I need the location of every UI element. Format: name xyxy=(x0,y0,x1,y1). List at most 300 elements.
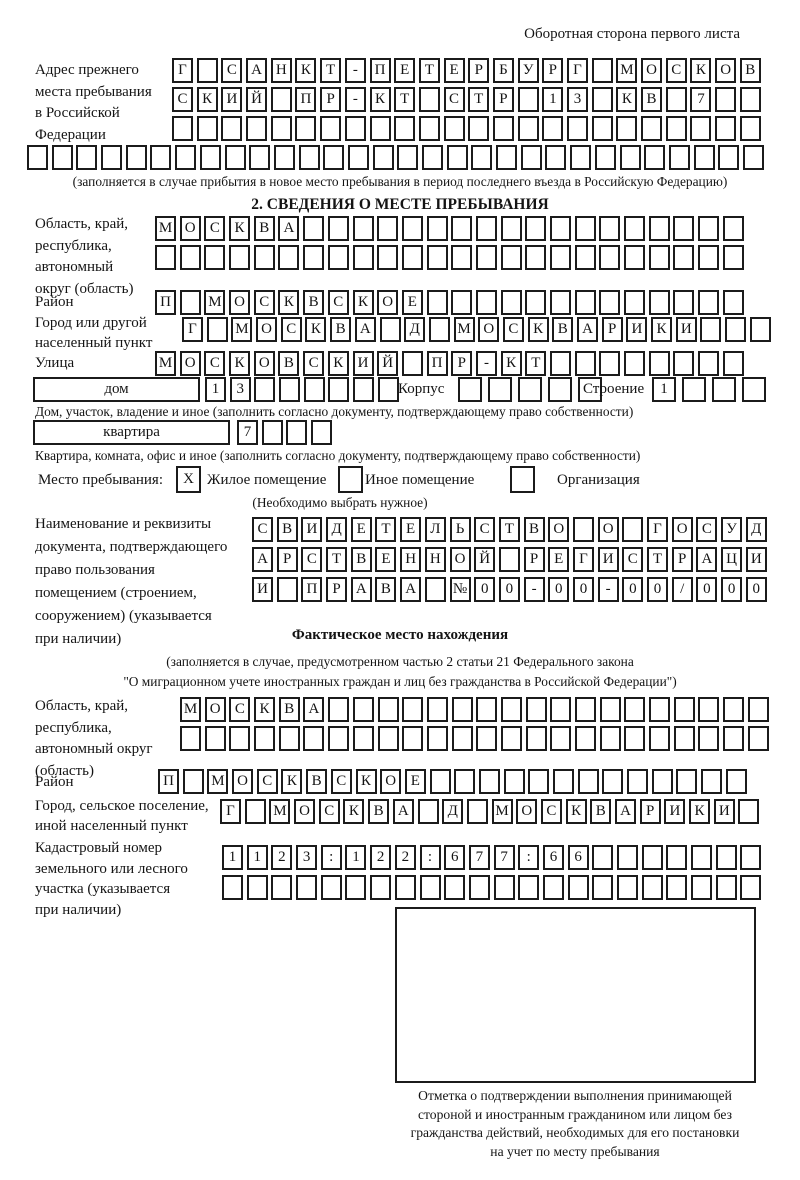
char-cell[interactable] xyxy=(348,145,369,170)
char-cell[interactable] xyxy=(353,245,374,270)
char-cell[interactable] xyxy=(525,245,546,270)
char-cell[interactable] xyxy=(501,290,522,315)
char-cell[interactable] xyxy=(649,245,670,270)
char-cell[interactable]: У xyxy=(721,517,742,542)
char-cell[interactable]: Г xyxy=(573,547,594,572)
char-cell[interactable] xyxy=(476,245,497,270)
char-cell[interactable]: О xyxy=(715,58,736,83)
fact-region-row-2[interactable] xyxy=(180,726,773,751)
char-cell[interactable]: С xyxy=(666,58,687,83)
char-cell[interactable]: Т xyxy=(326,547,347,572)
char-cell[interactable]: О xyxy=(377,290,398,315)
char-cell[interactable] xyxy=(575,245,596,270)
char-cell[interactable]: Т xyxy=(647,547,668,572)
ownership-doc-row-2[interactable] xyxy=(252,547,770,572)
char-cell[interactable]: - xyxy=(476,351,497,376)
char-cell[interactable] xyxy=(353,697,374,722)
char-cell[interactable] xyxy=(750,317,771,342)
char-cell[interactable] xyxy=(674,697,695,722)
char-cell[interactable]: С xyxy=(328,290,349,315)
char-cell[interactable] xyxy=(518,377,542,402)
char-cell[interactable]: В xyxy=(524,517,545,542)
char-cell[interactable] xyxy=(669,145,690,170)
char-cell[interactable] xyxy=(501,697,522,722)
char-cell[interactable] xyxy=(427,726,448,751)
char-cell[interactable] xyxy=(545,145,566,170)
char-cell[interactable] xyxy=(126,145,147,170)
char-cell[interactable] xyxy=(447,145,468,170)
char-cell[interactable] xyxy=(518,116,539,141)
char-cell[interactable]: И xyxy=(221,87,242,112)
char-cell[interactable]: О xyxy=(180,351,201,376)
char-cell[interactable]: М xyxy=(454,317,475,342)
char-cell[interactable] xyxy=(377,245,398,270)
char-cell[interactable]: А xyxy=(577,317,598,342)
char-cell[interactable] xyxy=(402,726,423,751)
char-cell[interactable] xyxy=(738,799,759,824)
char-cell[interactable]: П xyxy=(427,351,448,376)
char-cell[interactable] xyxy=(526,726,547,751)
char-cell[interactable]: : xyxy=(420,845,441,870)
char-cell[interactable]: О xyxy=(254,351,275,376)
checkbox-other-premises[interactable] xyxy=(338,466,363,493)
char-cell[interactable]: М xyxy=(207,769,228,794)
char-cell[interactable]: К xyxy=(528,317,549,342)
char-cell[interactable]: О xyxy=(232,769,253,794)
char-cell[interactable]: И xyxy=(746,547,767,572)
ownership-doc-row-3[interactable] xyxy=(252,577,770,602)
char-cell[interactable] xyxy=(370,116,391,141)
char-cell[interactable]: С xyxy=(254,290,275,315)
char-cell[interactable] xyxy=(274,145,295,170)
char-cell[interactable] xyxy=(542,116,563,141)
char-cell[interactable]: К xyxy=(229,351,250,376)
char-cell[interactable]: П xyxy=(295,87,316,112)
char-cell[interactable] xyxy=(429,317,450,342)
char-cell[interactable] xyxy=(602,769,623,794)
char-cell[interactable]: 2 xyxy=(370,845,391,870)
char-cell[interactable] xyxy=(698,216,719,241)
char-cell[interactable] xyxy=(427,245,448,270)
char-cell[interactable] xyxy=(723,697,744,722)
char-cell[interactable] xyxy=(624,351,645,376)
char-cell[interactable] xyxy=(624,216,645,241)
char-cell[interactable] xyxy=(575,697,596,722)
char-cell[interactable]: Р xyxy=(326,577,347,602)
char-cell[interactable] xyxy=(204,245,225,270)
char-cell[interactable]: К xyxy=(197,87,218,112)
char-cell[interactable]: В xyxy=(279,697,300,722)
char-cell[interactable]: Е xyxy=(400,517,421,542)
char-cell[interactable]: С xyxy=(303,351,324,376)
char-cell[interactable] xyxy=(694,145,715,170)
char-cell[interactable]: 1 xyxy=(652,377,676,402)
char-cell[interactable] xyxy=(229,726,250,751)
char-cell[interactable] xyxy=(476,216,497,241)
char-cell[interactable] xyxy=(479,769,500,794)
char-cell[interactable] xyxy=(402,216,423,241)
char-cell[interactable]: К xyxy=(616,87,637,112)
char-cell[interactable]: 0 xyxy=(573,577,594,602)
char-cell[interactable]: А xyxy=(278,216,299,241)
char-cell[interactable] xyxy=(150,145,171,170)
char-cell[interactable] xyxy=(311,420,332,445)
char-cell[interactable]: В xyxy=(375,577,396,602)
fact-district-row[interactable] xyxy=(158,769,751,794)
char-cell[interactable] xyxy=(666,875,687,900)
char-cell[interactable] xyxy=(304,377,325,402)
char-cell[interactable] xyxy=(504,769,525,794)
char-cell[interactable]: В xyxy=(278,351,299,376)
char-cell[interactable]: К xyxy=(343,799,364,824)
char-cell[interactable]: : xyxy=(321,845,342,870)
street-row[interactable] xyxy=(155,351,748,376)
char-cell[interactable] xyxy=(303,216,324,241)
char-cell[interactable]: К xyxy=(353,290,374,315)
char-cell[interactable] xyxy=(666,116,687,141)
char-cell[interactable]: К xyxy=(356,769,377,794)
char-cell[interactable]: С xyxy=(503,317,524,342)
char-cell[interactable] xyxy=(550,290,571,315)
char-cell[interactable]: Р xyxy=(451,351,472,376)
char-cell[interactable]: А xyxy=(615,799,636,824)
char-cell[interactable] xyxy=(617,875,638,900)
char-cell[interactable]: С xyxy=(204,351,225,376)
char-cell[interactable] xyxy=(419,87,440,112)
char-cell[interactable]: И xyxy=(626,317,647,342)
char-cell[interactable]: М xyxy=(231,317,252,342)
char-cell[interactable]: О xyxy=(180,216,201,241)
char-cell[interactable] xyxy=(673,351,694,376)
char-cell[interactable] xyxy=(451,216,472,241)
char-cell[interactable]: А xyxy=(303,697,324,722)
char-cell[interactable] xyxy=(451,290,472,315)
char-cell[interactable] xyxy=(652,769,673,794)
char-cell[interactable] xyxy=(573,517,594,542)
char-cell[interactable] xyxy=(222,875,243,900)
char-cell[interactable]: Б xyxy=(493,58,514,83)
char-cell[interactable]: И xyxy=(353,351,374,376)
char-cell[interactable]: 0 xyxy=(647,577,668,602)
char-cell[interactable]: 0 xyxy=(746,577,767,602)
char-cell[interactable]: Е xyxy=(444,58,465,83)
char-cell[interactable]: Р xyxy=(493,87,514,112)
char-cell[interactable]: О xyxy=(548,517,569,542)
checkbox-organization[interactable] xyxy=(510,466,535,493)
char-cell[interactable] xyxy=(254,377,275,402)
char-cell[interactable]: 1 xyxy=(205,377,226,402)
char-cell[interactable]: Т xyxy=(419,58,440,83)
char-cell[interactable]: Т xyxy=(375,517,396,542)
char-cell[interactable] xyxy=(521,145,542,170)
char-cell[interactable]: 2 xyxy=(395,845,416,870)
char-cell[interactable]: 0 xyxy=(696,577,717,602)
char-cell[interactable] xyxy=(716,845,737,870)
char-cell[interactable]: А xyxy=(400,577,421,602)
char-cell[interactable]: И xyxy=(714,799,735,824)
char-cell[interactable] xyxy=(599,245,620,270)
char-cell[interactable]: 6 xyxy=(568,845,589,870)
char-cell[interactable]: П xyxy=(158,769,179,794)
char-cell[interactable] xyxy=(52,145,73,170)
char-cell[interactable]: Р xyxy=(640,799,661,824)
char-cell[interactable] xyxy=(592,116,613,141)
char-cell[interactable] xyxy=(723,351,744,376)
char-cell[interactable]: Р xyxy=(524,547,545,572)
apartment-number-row[interactable] xyxy=(237,420,336,445)
region-row-2[interactable] xyxy=(155,245,748,270)
char-cell[interactable]: М xyxy=(155,216,176,241)
char-cell[interactable]: Д xyxy=(404,317,425,342)
char-cell[interactable] xyxy=(328,377,349,402)
char-cell[interactable] xyxy=(254,245,275,270)
char-cell[interactable]: Т xyxy=(320,58,341,83)
char-cell[interactable] xyxy=(262,420,283,445)
char-cell[interactable]: И xyxy=(598,547,619,572)
char-cell[interactable] xyxy=(402,351,423,376)
char-cell[interactable]: Д xyxy=(442,799,463,824)
char-cell[interactable]: О xyxy=(516,799,537,824)
char-cell[interactable] xyxy=(592,58,613,83)
char-cell[interactable] xyxy=(494,875,515,900)
region-row-1[interactable] xyxy=(155,216,748,241)
char-cell[interactable] xyxy=(501,245,522,270)
char-cell[interactable] xyxy=(180,290,201,315)
char-cell[interactable]: М xyxy=(204,290,225,315)
char-cell[interactable] xyxy=(207,317,228,342)
char-cell[interactable]: Д xyxy=(746,517,767,542)
char-cell[interactable]: В xyxy=(277,517,298,542)
char-cell[interactable] xyxy=(743,145,764,170)
char-cell[interactable] xyxy=(469,875,490,900)
char-cell[interactable]: 0 xyxy=(548,577,569,602)
char-cell[interactable]: О xyxy=(256,317,277,342)
char-cell[interactable] xyxy=(180,245,201,270)
char-cell[interactable] xyxy=(328,726,349,751)
char-cell[interactable] xyxy=(471,145,492,170)
char-cell[interactable] xyxy=(715,116,736,141)
char-cell[interactable] xyxy=(725,317,746,342)
char-cell[interactable] xyxy=(321,875,342,900)
district-row[interactable] xyxy=(155,290,748,315)
char-cell[interactable]: С xyxy=(204,216,225,241)
char-cell[interactable] xyxy=(501,216,522,241)
char-cell[interactable] xyxy=(700,317,721,342)
char-cell[interactable]: - xyxy=(524,577,545,602)
prev-address-row-4[interactable] xyxy=(27,145,768,170)
char-cell[interactable] xyxy=(499,547,520,572)
char-cell[interactable]: С xyxy=(252,517,273,542)
char-cell[interactable]: С xyxy=(229,697,250,722)
char-cell[interactable] xyxy=(155,245,176,270)
char-cell[interactable] xyxy=(221,116,242,141)
char-cell[interactable]: 1 xyxy=(345,845,366,870)
char-cell[interactable]: О xyxy=(205,697,226,722)
house-number-row[interactable] xyxy=(205,377,403,402)
char-cell[interactable]: 3 xyxy=(567,87,588,112)
char-cell[interactable] xyxy=(698,290,719,315)
char-cell[interactable] xyxy=(691,875,712,900)
char-cell[interactable]: Р xyxy=(542,58,563,83)
char-cell[interactable] xyxy=(394,116,415,141)
char-cell[interactable] xyxy=(682,377,706,402)
char-cell[interactable]: Н xyxy=(271,58,292,83)
char-cell[interactable] xyxy=(452,697,473,722)
char-cell[interactable]: : xyxy=(518,845,539,870)
char-cell[interactable] xyxy=(225,145,246,170)
char-cell[interactable] xyxy=(575,290,596,315)
char-cell[interactable]: В xyxy=(740,58,761,83)
char-cell[interactable] xyxy=(476,290,497,315)
char-cell[interactable]: Г xyxy=(567,58,588,83)
char-cell[interactable]: О xyxy=(229,290,250,315)
char-cell[interactable] xyxy=(172,116,193,141)
char-cell[interactable]: / xyxy=(672,577,693,602)
char-cell[interactable] xyxy=(723,216,744,241)
char-cell[interactable]: И xyxy=(676,317,697,342)
char-cell[interactable] xyxy=(698,351,719,376)
char-cell[interactable] xyxy=(444,875,465,900)
char-cell[interactable]: О xyxy=(450,547,471,572)
char-cell[interactable]: Е xyxy=(394,58,415,83)
char-cell[interactable] xyxy=(476,726,497,751)
char-cell[interactable] xyxy=(592,87,613,112)
char-cell[interactable] xyxy=(570,145,591,170)
char-cell[interactable] xyxy=(452,726,473,751)
char-cell[interactable] xyxy=(627,769,648,794)
char-cell[interactable] xyxy=(378,697,399,722)
char-cell[interactable]: К xyxy=(566,799,587,824)
char-cell[interactable] xyxy=(548,377,572,402)
char-cell[interactable] xyxy=(271,116,292,141)
ownership-doc-row-1[interactable] xyxy=(252,517,770,542)
char-cell[interactable]: Ц xyxy=(721,547,742,572)
char-cell[interactable] xyxy=(323,145,344,170)
char-cell[interactable]: О xyxy=(598,517,619,542)
char-cell[interactable] xyxy=(476,697,497,722)
char-cell[interactable]: 6 xyxy=(543,845,564,870)
char-cell[interactable] xyxy=(454,769,475,794)
char-cell[interactable] xyxy=(674,726,695,751)
char-cell[interactable] xyxy=(553,769,574,794)
char-cell[interactable] xyxy=(673,290,694,315)
char-cell[interactable] xyxy=(550,351,571,376)
char-cell[interactable] xyxy=(395,875,416,900)
char-cell[interactable]: С xyxy=(444,87,465,112)
char-cell[interactable]: 6 xyxy=(444,845,465,870)
fact-region-row-1[interactable] xyxy=(180,697,773,722)
char-cell[interactable]: В xyxy=(552,317,573,342)
char-cell[interactable] xyxy=(575,351,596,376)
char-cell[interactable]: Р xyxy=(320,87,341,112)
char-cell[interactable] xyxy=(76,145,97,170)
char-cell[interactable] xyxy=(328,245,349,270)
char-cell[interactable]: К xyxy=(278,290,299,315)
char-cell[interactable] xyxy=(278,245,299,270)
char-cell[interactable] xyxy=(183,769,204,794)
char-cell[interactable] xyxy=(299,145,320,170)
char-cell[interactable] xyxy=(595,145,616,170)
city-row[interactable] xyxy=(182,317,775,342)
char-cell[interactable]: К xyxy=(651,317,672,342)
char-cell[interactable]: О xyxy=(672,517,693,542)
char-cell[interactable]: М xyxy=(180,697,201,722)
char-cell[interactable] xyxy=(249,145,270,170)
char-cell[interactable]: Г xyxy=(182,317,203,342)
char-cell[interactable] xyxy=(488,377,512,402)
char-cell[interactable] xyxy=(468,116,489,141)
char-cell[interactable]: Н xyxy=(425,547,446,572)
char-cell[interactable] xyxy=(303,726,324,751)
char-cell[interactable] xyxy=(101,145,122,170)
char-cell[interactable] xyxy=(567,116,588,141)
char-cell[interactable] xyxy=(748,697,769,722)
char-cell[interactable]: Т xyxy=(468,87,489,112)
char-cell[interactable]: К xyxy=(281,769,302,794)
char-cell[interactable]: И xyxy=(301,517,322,542)
char-cell[interactable] xyxy=(649,697,670,722)
char-cell[interactable] xyxy=(624,245,645,270)
char-cell[interactable] xyxy=(402,697,423,722)
char-cell[interactable] xyxy=(620,145,641,170)
char-cell[interactable] xyxy=(718,145,739,170)
char-cell[interactable] xyxy=(422,145,443,170)
char-cell[interactable]: М xyxy=(492,799,513,824)
char-cell[interactable]: И xyxy=(664,799,685,824)
char-cell[interactable]: 1 xyxy=(222,845,243,870)
char-cell[interactable] xyxy=(444,116,465,141)
char-cell[interactable] xyxy=(380,317,401,342)
char-cell[interactable] xyxy=(467,799,488,824)
char-cell[interactable] xyxy=(599,216,620,241)
char-cell[interactable]: 7 xyxy=(690,87,711,112)
char-cell[interactable] xyxy=(425,577,446,602)
char-cell[interactable] xyxy=(295,116,316,141)
char-cell[interactable]: 0 xyxy=(622,577,643,602)
char-cell[interactable]: Е xyxy=(375,547,396,572)
char-cell[interactable] xyxy=(451,245,472,270)
char-cell[interactable] xyxy=(543,875,564,900)
char-cell[interactable]: 7 xyxy=(469,845,490,870)
char-cell[interactable] xyxy=(518,875,539,900)
char-cell[interactable] xyxy=(328,216,349,241)
char-cell[interactable]: К xyxy=(254,697,275,722)
char-cell[interactable]: К xyxy=(328,351,349,376)
char-cell[interactable] xyxy=(419,116,440,141)
prev-address-row-1[interactable] xyxy=(172,58,765,83)
char-cell[interactable] xyxy=(377,216,398,241)
char-cell[interactable]: М xyxy=(616,58,637,83)
char-cell[interactable] xyxy=(320,116,341,141)
char-cell[interactable] xyxy=(624,290,645,315)
char-cell[interactable] xyxy=(246,116,267,141)
checkbox-residential[interactable]: X xyxy=(176,466,201,493)
char-cell[interactable] xyxy=(254,726,275,751)
char-cell[interactable] xyxy=(624,697,645,722)
char-cell[interactable] xyxy=(550,216,571,241)
char-cell[interactable]: Е xyxy=(402,290,423,315)
char-cell[interactable] xyxy=(617,845,638,870)
char-cell[interactable]: В xyxy=(330,317,351,342)
char-cell[interactable]: С xyxy=(474,517,495,542)
char-cell[interactable] xyxy=(742,377,766,402)
char-cell[interactable] xyxy=(642,875,663,900)
char-cell[interactable] xyxy=(279,726,300,751)
char-cell[interactable] xyxy=(649,726,670,751)
char-cell[interactable] xyxy=(197,58,218,83)
char-cell[interactable]: А xyxy=(351,577,372,602)
char-cell[interactable]: 1 xyxy=(247,845,268,870)
